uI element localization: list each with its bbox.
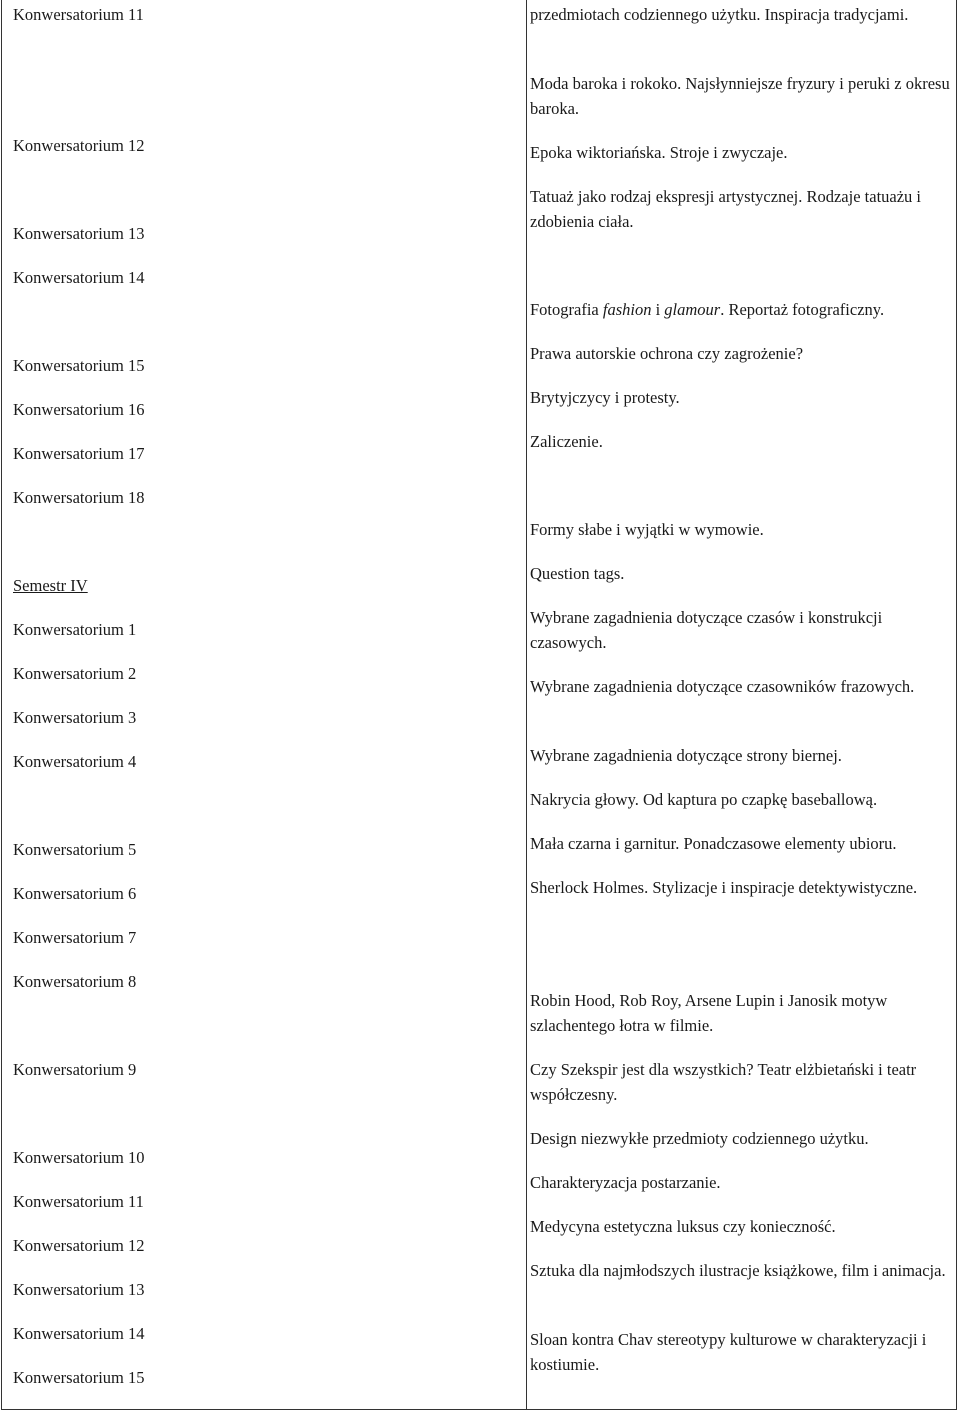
topic-text: Fotografia fashion i glamour. Reportaż fotograficzny.	[530, 300, 885, 319]
topic-text: Tatuaż jako rodzaj ekspresji artystycznej. Rodzaje tatuażu i zdobienia ciała.	[530, 187, 922, 231]
left-label: Konwersatorium 5	[13, 840, 137, 859]
left-label: Konwersatorium 15	[13, 1368, 145, 1387]
left-label: Konwersatorium 14	[13, 1324, 145, 1343]
left-label: Konwersatorium 12	[13, 136, 145, 155]
left-label: Konwersatorium 15	[13, 356, 145, 375]
left-label: Konwersatorium 4	[13, 752, 137, 771]
left-label: Konwersatorium 13	[13, 224, 145, 243]
topic-text: Moda baroka i rokoko. Najsłynniejsze fryzury i peruki z okresu baroka.	[530, 74, 950, 118]
topic-text: Prawa autorskie ochrona czy zagrożenie?	[530, 344, 804, 363]
left-label: Konwersatorium 14	[13, 268, 145, 287]
topic-text: Formy słabe i wyjątki w wymowie.	[530, 520, 764, 539]
left-label: Konwersatorium 17	[13, 444, 145, 463]
left-label: Konwersatorium 7	[13, 928, 137, 947]
left-label: Konwersatorium 11	[13, 1192, 144, 1211]
topic-text: Nakrycia głowy. Od kaptura po czapkę baseballową.	[530, 790, 878, 809]
column-divider	[526, 0, 527, 1410]
topic-text: Wybrane zagadnienia dotyczące czasowników frazowych.	[530, 677, 915, 696]
left-label: Konwersatorium 1	[13, 620, 137, 639]
left-label: Konwersatorium 18	[13, 488, 145, 507]
topic-text: Question tags.	[530, 564, 625, 583]
left-label: Konwersatorium 9	[13, 1060, 137, 1079]
topic-text: Robin Hood, Rob Roy, Arsene Lupin i Janosik motyw szlachentego łotra w filmie.	[530, 991, 888, 1035]
left-label: Konwersatorium 13	[13, 1280, 145, 1299]
left-label: Konwersatorium 11	[13, 5, 144, 24]
left-label: Konwersatorium 8	[13, 972, 137, 991]
topic-text: Charakteryzacja postarzanie.	[530, 1173, 721, 1192]
topic-text: Design niezwykłe przedmioty codziennego użytku.	[530, 1129, 869, 1148]
left-label: Konwersatorium 16	[13, 400, 145, 419]
topic-text: Brytyjczycy i protesty.	[530, 388, 680, 407]
left-label: Konwersatorium 10	[13, 1148, 145, 1167]
left-label: Konwersatorium 6	[13, 884, 137, 903]
topic-text: Epoka wiktoriańska. Stroje i zwyczaje.	[530, 143, 788, 162]
topic-text: Zaliczenie.	[530, 432, 603, 451]
topic-text: Sztuka dla najmłodszych ilustracje książkowe, film i animacja.	[530, 1261, 946, 1280]
left-label: Konwersatorium 12	[13, 1236, 145, 1255]
topic-text: Wybrane zagadnienia dotyczące czasów i konstrukcji czasowych.	[530, 608, 883, 652]
left-label: Konwersatorium 2	[13, 664, 137, 683]
semester-heading: Semestr IV	[13, 576, 88, 595]
topic-text: Medycyna estetyczna luksus czy konieczność.	[530, 1217, 836, 1236]
topic-text: Mała czarna i garnitur. Ponadczasowe elementy ubioru.	[530, 834, 897, 853]
topic-text: przedmiotach codziennego użytku. Inspiracja tradycjami.	[530, 5, 909, 24]
topic-text: Sloan kontra Chav stereotypy kulturowe w charakteryzacji i kostiumie.	[530, 1330, 927, 1374]
topic-text: Wybrane zagadnienia dotyczące strony biernej.	[530, 746, 842, 765]
topic-text: Sherlock Holmes. Stylizacje i inspiracje detektywistyczne.	[530, 878, 918, 897]
topic-text: Czy Szekspir jest dla wszystkich? Teatr elżbietański i teatr współczesny.	[530, 1060, 917, 1104]
left-label: Konwersatorium 3	[13, 708, 137, 727]
